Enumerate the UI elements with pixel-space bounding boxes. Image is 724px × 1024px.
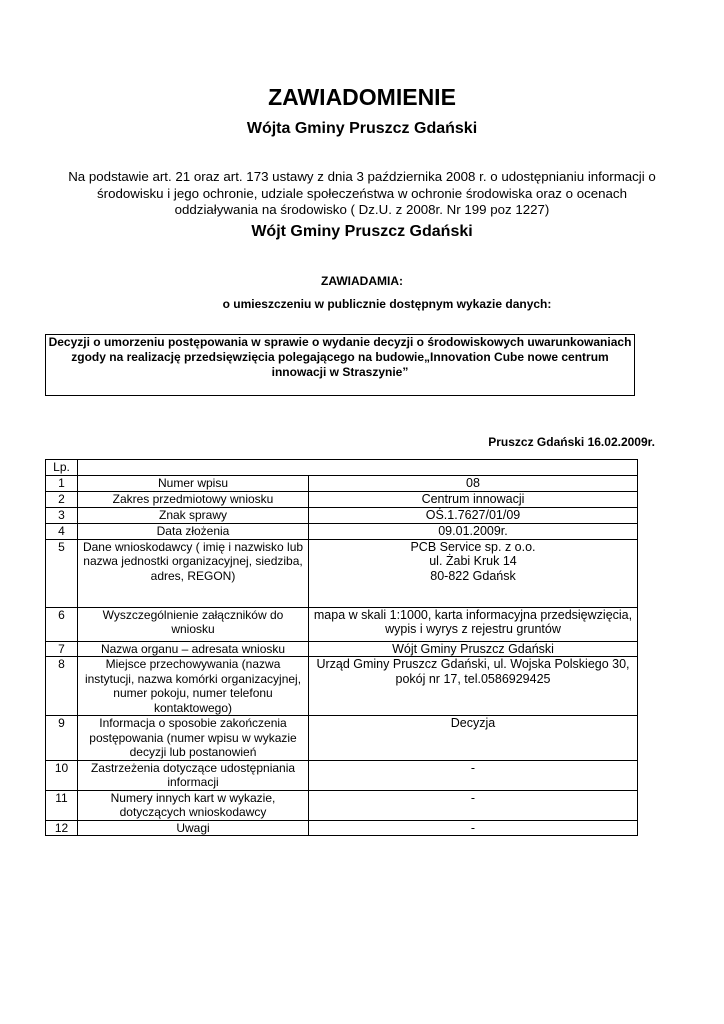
row-value: OŚ.1.7627/01/09 <box>309 508 638 524</box>
row-number: 4 <box>46 524 78 540</box>
row-value: 08 <box>309 476 638 492</box>
row-number: 5 <box>46 539 78 607</box>
table-row <box>46 539 638 607</box>
register-table <box>45 459 638 836</box>
row-value: 09.01.2009r. <box>309 524 638 540</box>
row-number: 11 <box>46 790 78 820</box>
row-number: 12 <box>46 820 78 836</box>
row-value: Centrum innowacji <box>309 492 638 508</box>
row-label: Zastrzeżenia dotyczące udostępniania informacji <box>78 760 309 790</box>
row-label: Znak sprawy <box>78 508 309 524</box>
row-label: Nazwa organu – adresata wniosku <box>78 641 309 657</box>
row-value: PCB Service sp. z o.o. ul. Żabi Kruk 14 80-822 Gdańsk <box>309 539 638 607</box>
lp-header: Lp. <box>46 460 78 476</box>
row-value: Wójt Gminy Pruszcz Gdański <box>309 641 638 657</box>
row-number: 7 <box>46 641 78 657</box>
row-label: Uwagi <box>78 820 309 836</box>
document-title: ZAWIADOMIENIE <box>268 84 456 110</box>
header-empty-cell <box>78 460 638 476</box>
row-value: - <box>309 760 638 790</box>
placement-statement: o umieszczeniu w publicznie dostępnym wykazie danych: <box>222 297 552 311</box>
row-label: Numer wpisu <box>78 476 309 492</box>
announces-label: ZAWIADAMIA: <box>321 274 403 288</box>
row-label: Informacja o sposobie zakończenia postępowania (numer wpisu w wykazie decyzji lub postanowień <box>78 716 309 761</box>
row-number: 10 <box>46 760 78 790</box>
row-value: mapa w skali 1:1000, karta informacyjna przedsięwzięcia, wypis i wyrys z rejestru gruntów <box>309 607 638 641</box>
row-number: 6 <box>46 607 78 641</box>
table-row <box>46 760 638 790</box>
issuer-heading: Wójt Gminy Pruszcz Gdański <box>251 223 473 240</box>
table-row <box>46 820 638 836</box>
row-value: - <box>309 820 638 836</box>
table-row <box>46 790 638 820</box>
table-row <box>46 524 638 540</box>
table-row <box>46 476 638 492</box>
row-label: Data złożenia <box>78 524 309 540</box>
legal-basis-paragraph: Na podstawie art. 21 oraz art. 173 ustawy z dnia 3 października 2008 r. o udostępnianiu informacji o środowisku i jego ochronie, udziale społeczeństwa w ochronie środowiska oraz o ocenach oddziaływania na środowisko ( Dz.U. z 2008r. Nr 199 poz 1227) <box>68 169 656 217</box>
table-row <box>46 641 638 657</box>
table-row <box>46 657 638 716</box>
place-and-date: Pruszcz Gdański 16.02.2009r. <box>488 435 655 449</box>
row-label: Zakres przedmiotowy wniosku <box>78 492 309 508</box>
row-number: 1 <box>46 476 78 492</box>
row-value: Decyzja <box>309 716 638 761</box>
row-label: Numery innych kart w wykazie, dotyczących wnioskodawcy <box>78 790 309 820</box>
table-row <box>46 492 638 508</box>
table-row <box>46 716 638 761</box>
row-value: Urząd Gminy Pruszcz Gdański, ul. Wojska Polskiego 30, pokój nr 17, tel.0586929425 <box>309 657 638 716</box>
subject-box: Decyzji o umorzeniu postępowania w sprawie o wydanie decyzji o środowiskowych uwarunkowaniach zgody na realizację przedsięwzięcia polegającego na budowie„Innovation Cube nowe centrum innowacji w Straszynie” <box>45 334 635 396</box>
row-number: 9 <box>46 716 78 761</box>
row-number: 3 <box>46 508 78 524</box>
row-number: 8 <box>46 657 78 716</box>
table-row <box>46 508 638 524</box>
row-number: 2 <box>46 492 78 508</box>
table-header-row <box>46 460 638 476</box>
row-value: - <box>309 790 638 820</box>
table-row <box>46 607 638 641</box>
row-label: Miejsce przechowywania (nazwa instytucji, nazwa komórki organizacyjnej, numer pokoju, numer telefonu kontaktowego) <box>78 657 309 716</box>
row-label: Wyszczególnienie załączników do wniosku <box>78 607 309 641</box>
row-label: Dane wnioskodawcy ( imię i nazwisko lub nazwa jednostki organizacyjnej, siedziba, adres, REGON) <box>78 539 309 607</box>
document-subtitle: Wójta Gminy Pruszcz Gdański <box>246 120 478 137</box>
